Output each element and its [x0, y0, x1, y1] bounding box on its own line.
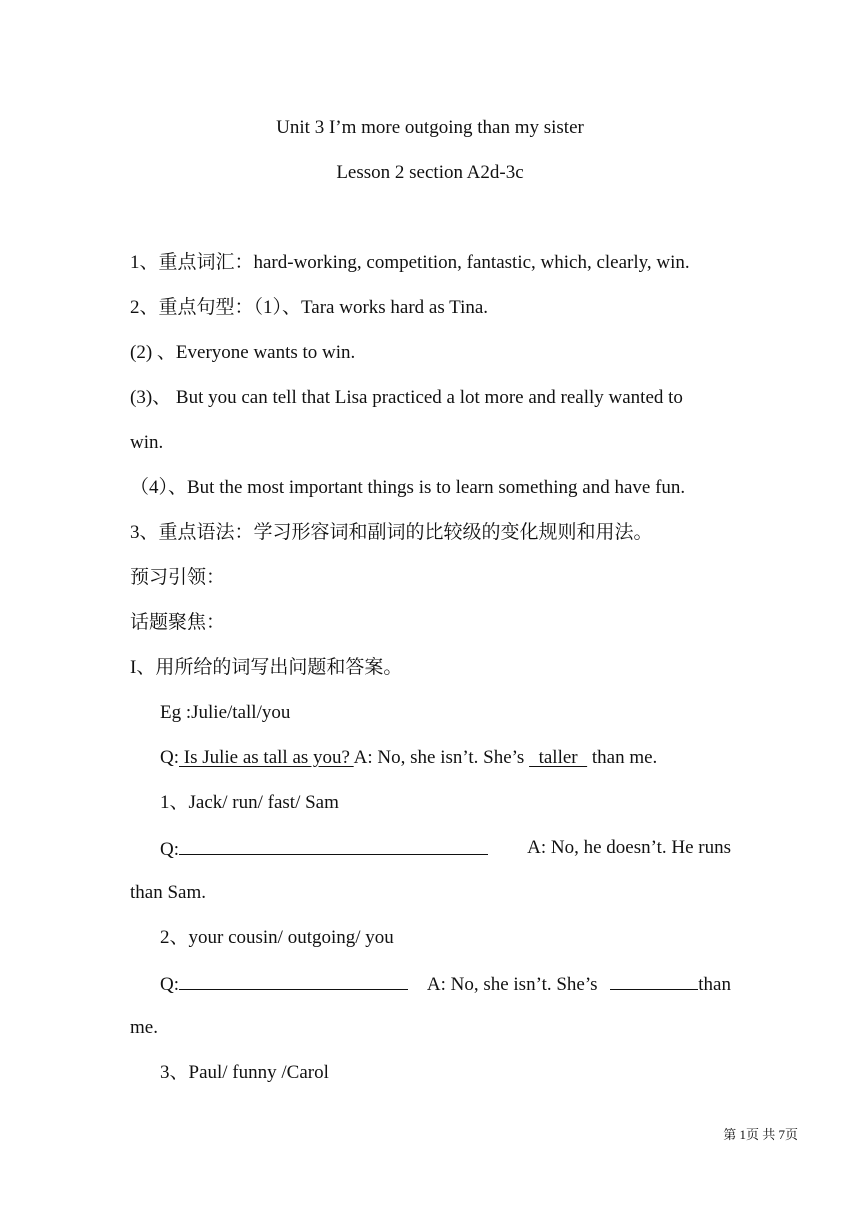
- example-prompt: Eg :Julie/tall/you: [160, 702, 291, 723]
- question-label: Q:: [160, 839, 179, 860]
- item-1-answer: A: No, he doesn’t. He runs: [527, 837, 731, 858]
- example-answer-line: [160, 746, 657, 770]
- sentence-3-continued: win.: [130, 432, 164, 453]
- item-2-answer: [427, 971, 731, 997]
- item-1-question-blank[interactable]: [179, 836, 488, 855]
- exercise-instruction: I、用所给的词写出问题和答案。: [130, 657, 403, 678]
- example-answer-start: A: No, she isn’t. She’s: [353, 747, 530, 768]
- topic-heading: 话题聚焦：: [130, 612, 226, 633]
- page-title: Unit 3 I’m more outgoing than my sister: [276, 117, 584, 138]
- item-1-question: [160, 836, 488, 862]
- item-3-prompt: 3、Paul/ funny /Carol: [160, 1062, 329, 1083]
- page-number: 第 1页 共 7页: [723, 1127, 798, 1142]
- sentence-4: （4）、But the most important things is to learn something and have fun.: [130, 477, 686, 498]
- item-1-continued: than Sam.: [130, 882, 206, 903]
- item-1-prompt: 1、Jack/ run/ fast/ Sam: [160, 792, 339, 813]
- sentence-3: (3)、 But you can tell that Lisa practiced a lot more and really wanted to: [130, 387, 683, 408]
- key-vocabulary: 1、重点词汇：hard-working, competition, fantastic, which, clearly, win.: [130, 252, 690, 273]
- preview-heading: 预习引领：: [130, 567, 226, 588]
- item-2-answer-end: than: [698, 974, 731, 995]
- item-2-question-blank[interactable]: [179, 971, 408, 990]
- example-answer-blank: taller: [529, 747, 588, 768]
- example-answer-end: than me.: [587, 747, 658, 768]
- key-sentences: 2、重点句型：（1）、Tara works hard as Tina.: [130, 297, 489, 318]
- page-subtitle: Lesson 2 section A2d-3c: [336, 162, 524, 183]
- key-grammar: 3、重点语法：学习形容词和副词的比较级的变化规则和用法。: [130, 522, 653, 543]
- example-question: Is Julie as tall as you?: [179, 747, 354, 768]
- question-label: Q:: [160, 974, 179, 995]
- item-2-question: [160, 971, 408, 997]
- item-1-answer-line: [160, 836, 731, 862]
- item-2-continued: me.: [130, 1017, 158, 1038]
- item-2-prompt: 2、your cousin/ outgoing/ you: [160, 927, 394, 948]
- item-2-answer-blank[interactable]: [610, 971, 698, 990]
- sentence-2: (2) 、Everyone wants to win.: [130, 342, 356, 363]
- question-label: Q:: [160, 747, 179, 768]
- item-2-answer-line: [160, 971, 731, 997]
- item-2-answer-text: A: No, she isn’t. She’s: [426, 974, 603, 995]
